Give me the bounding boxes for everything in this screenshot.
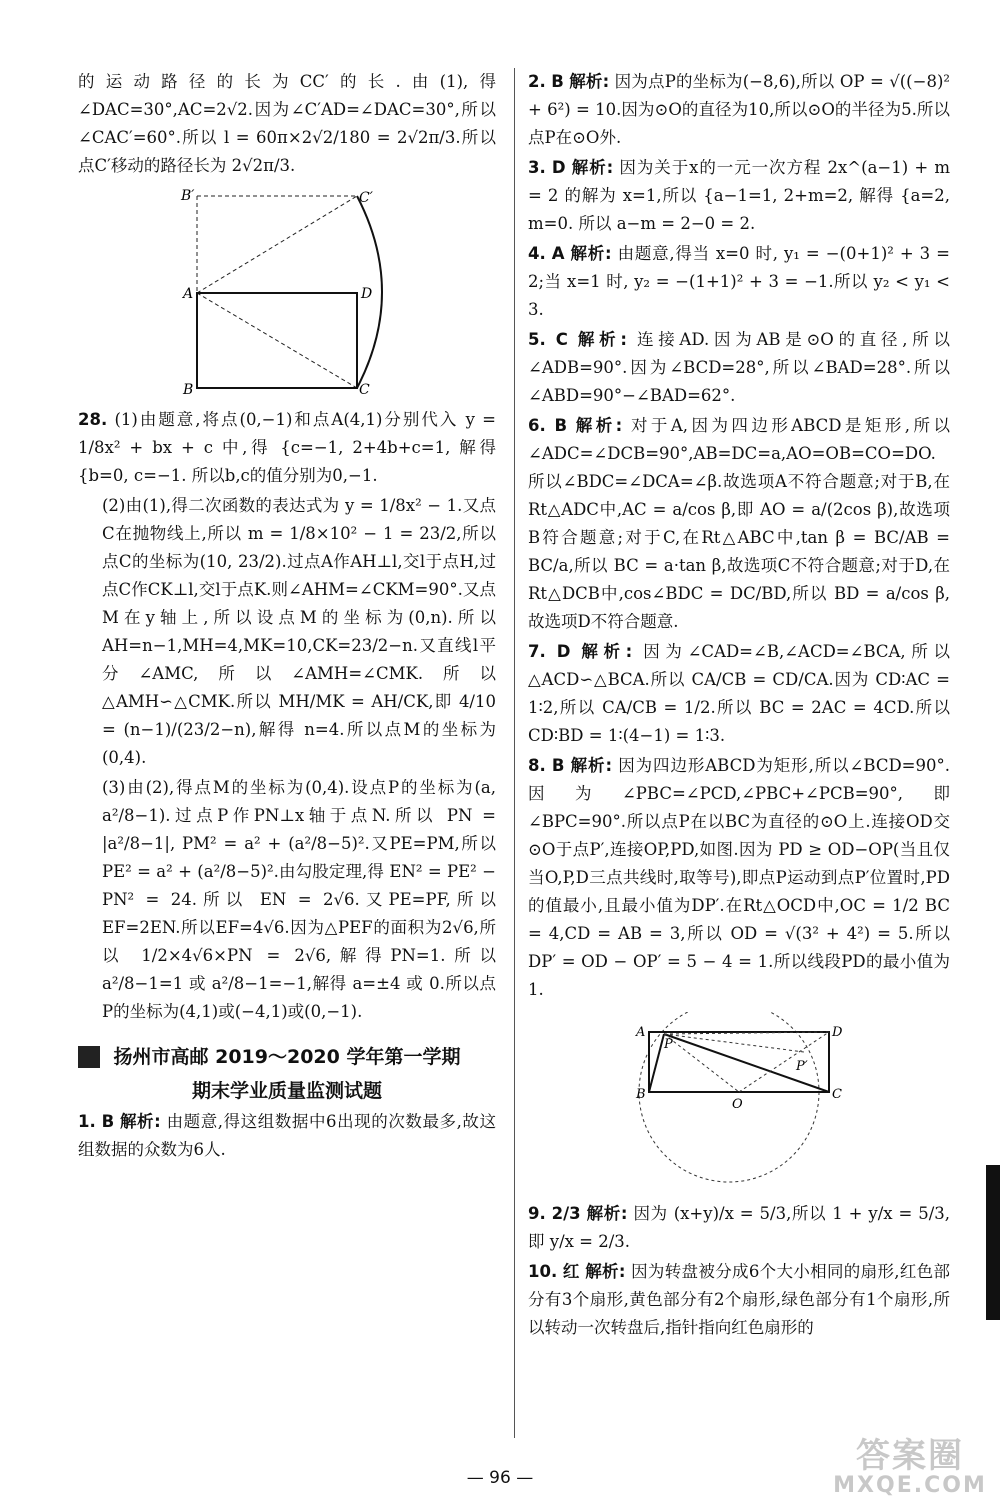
q8-text: 因为四边形ABCD为矩形,所以∠BCD=90°.因为∠PBC=∠PCD,∠PBC+∠PCB=90°,即∠BPC=90°.所以点P在以BC为直径的⊙O上.连接OD交⊙O于点P′,连接OP,PD,如图.因为 PD ≥ OD−OP(当且仅当O,P,D三点共线时,取等号),即点P运动到点P′位置时,PD的值最小,且最小值为DP′.在Rt△OCD中,OC = 1/2 BC = 4,CD = AB = 3,所以 OD = √(3² + 4²) = 5.所以 DP′ = OD − OP′ = 5 − 4 = 1.所以线段PD的最小值为1.	[528, 756, 950, 999]
q7-text: 因为∠CAD=∠B,∠ACD=∠BCA,所以△ACD∽△BCA.所以 CA/CB = CD/CA.因为 CD∶AC = 1∶2,所以 CA/CB = 1/2.所以 BC = 2AC = 4CD.所以 CD∶BD = 1∶(4−1) = 1∶3.	[528, 642, 951, 745]
fig1-label-c: C	[359, 382, 370, 398]
q4-text: 由题意,得当 x=0 时, y₁ = −(0+1)² + 3 = 2;当 x=1 时, y₂ = −(1+1)² + 3 = −1.所以 y₂ < y₁ < 3.	[528, 244, 951, 319]
question-8	[528, 752, 950, 1004]
fig2-label-d: D	[832, 1025, 843, 1040]
fig1-label-b: B	[183, 382, 194, 398]
q10-label: 解析:	[585, 1262, 626, 1281]
fig1-label-c-prime: C′	[359, 190, 373, 206]
q2-label: 解析:	[569, 72, 610, 91]
q9-number: 9.	[528, 1204, 546, 1223]
fig2-label-b: B	[636, 1087, 646, 1102]
page-number: — 96 —	[466, 1468, 534, 1488]
q3-number: 3.	[528, 158, 546, 177]
fig1-label-b-prime: B′	[181, 188, 195, 204]
right-column	[528, 68, 950, 1344]
question-4	[528, 240, 950, 324]
section-title-line2: 期末学业质量监测试题	[191, 1080, 382, 1102]
q6-number: 6.	[528, 416, 546, 435]
q3-label: 解析:	[571, 158, 614, 177]
fig2-label-o: O	[732, 1097, 743, 1112]
question-9	[528, 1200, 950, 1256]
q3-answer: D	[551, 158, 566, 177]
q6-answer: B	[554, 416, 568, 435]
q5-answer: C	[555, 330, 568, 349]
fig1-label-a: A	[183, 286, 194, 302]
question-3	[528, 154, 950, 238]
q10-text: 因为转盘被分成6个大小相同的扇形,红色部分有3个扇形,黄色部分有2个扇形,绿色部分有1个扇形,所以转动一次转盘后,指针指向红色扇形的	[528, 1262, 951, 1337]
section-marker-icon	[78, 1046, 100, 1068]
watermark-line1: 答案圈	[856, 1436, 964, 1476]
q6-label: 解析:	[575, 416, 623, 435]
q10-answer: 红	[562, 1262, 580, 1281]
circle-rectangle-figure	[624, 1012, 854, 1192]
fig1-label-d: D	[361, 286, 373, 302]
q4-label: 解析:	[570, 244, 612, 263]
q4-number: 4.	[528, 244, 546, 263]
q1-label: 解析:	[119, 1112, 161, 1131]
q3-text: 因为关于x的一元一次方程 2x^(a−1) + m = 2 的解为 x=1,所以 {a−1=1, 2+m=2, 解得 {a=2, m=0. 所以 a−m = 2−0 = 2.	[528, 158, 950, 233]
q5-number: 5.	[528, 330, 546, 349]
exam-section-heading	[78, 1040, 496, 1108]
q1-answer: B	[101, 1112, 115, 1131]
q5-label: 解析:	[577, 330, 627, 349]
question-6	[528, 412, 950, 636]
column-divider	[514, 68, 515, 1438]
fig2-label-c: C	[832, 1087, 842, 1102]
q4-answer: A	[551, 244, 565, 263]
q9-text: 因为 (x+y)/x = 5/3,所以 1 + y/x = 5/3,即 y/x = 2/3.	[528, 1204, 951, 1251]
q6-text: 对于A,因为四边形ABCD是矩形,所以∠ADC=∠DCB=90°,AB=DC=a,AO=OB=CO=DO.所以∠BDC=∠DCA=∠β.故选项A不符合题意;对于B,在Rt△ADC中,AC = a/cos β,即 AO = a/(2cos β),故选项B符合题意;对于C,在Rt△ABC中,tan β = BC/AB = BC/a,所以 BC = a·tan β,故选项C不符合题意;对于D,在Rt△DCB中,cos∠BDC = DC/BD,所以 BD = a/cos β,故选项D不符合题意.	[528, 416, 950, 631]
q28-number: 28.	[78, 410, 108, 429]
q2-text: 因为点P的坐标为(−8,6),所以 OP = √((−8)² + 6²) = 10.因为⊙O的直径为10,所以⊙O的半径为5.所以点P在⊙O外.	[528, 72, 950, 147]
q2-answer: B	[551, 72, 564, 91]
section-title-line1: 扬州市高邮 2019～2020 学年第一学期	[113, 1046, 461, 1068]
q7-number: 7.	[528, 642, 546, 661]
q10-number: 10.	[528, 1262, 558, 1281]
question-1	[78, 1108, 496, 1164]
q28-part3: (3)由(2),得点M的坐标为(0,4).设点P的坐标为(a, a²/8−1).过点P作PN⊥x轴于点N.所以 PN = |a²/8−1|, PM² = a² + (a²/8−5)².又PE=PM,所以 PE² = a² + (a²/8−5)².由勾股定理,得 EN² = PE² − PN² = 24.所以 EN = 2√6.又PE=PF,所以EF=2EN.所以EF=4√6.因为△PEF的面积为2√6,所以 1/2×4√6×PN = 2√6,解得PN=1.所以 a²/8−1=1 或 a²/8−1=−1,解得 a=±4 或 0.所以点P的坐标为(4,1)或(−4,1)或(0,−1).	[102, 778, 496, 1021]
q28-part2: (2)由(1),得二次函数的表达式为 y = 1/8x² − 1.又点C在抛物线上,所以 m = 1/8×10² − 1 = 23/2,所以点C的坐标为(10, 23/2).过点A作AH⊥l,交l于点H,过点C作CK⊥l,交l于点K.则∠AHM=∠CKM=90°.又点M在y轴上,所以设点M的坐标为(0,n).所以AH=n−1,MH=4,MK=10,CK=23/2−n.又直线l平分∠AMC,所以∠AMH=∠CMK.所以△AMH∽△CMK.所以 MH/MK = AH/CK,即 4/10 = (n−1)/(23/2−n),解得 n=4.所以点M的坐标为(0,4).	[102, 496, 496, 767]
question-7	[528, 638, 950, 750]
q1-number: 1.	[78, 1112, 96, 1131]
q7-label: 解析:	[581, 642, 633, 661]
q27-continuation: 的运动路径的长为CC′的长.由(1),得∠DAC=30°,AC=2√2.因为∠C′AD=∠DAC=30°,所以∠CAC′=60°.所以 l = 60π×2√2/180 = 2√2π/3.所以点C′移动的路径长为 2√2π/3.	[78, 72, 496, 175]
page-edge-tab	[986, 1165, 1000, 1320]
q7-answer: D	[556, 642, 571, 661]
q9-answer: 2/3	[551, 1204, 581, 1223]
watermark-line2: MXQE.COM	[833, 1473, 987, 1498]
q9-label: 解析:	[586, 1204, 628, 1223]
q8-answer: B	[551, 756, 565, 775]
q8-label: 解析:	[570, 756, 613, 775]
q2-number: 2.	[528, 72, 546, 91]
fig2-label-p-prime: P′	[796, 1059, 808, 1074]
q5-text: 连接AD.因为AB是⊙O的直径,所以∠ADB=90°.因为∠BCD=28°,所以∠BAD=28°.所以∠ABD=90°−∠BAD=62°.	[528, 330, 951, 405]
q8-number: 8.	[528, 756, 546, 775]
watermark-logo	[830, 1438, 990, 1498]
question-28	[78, 406, 496, 1026]
q1-text: 由题意,得这组数据中6出现的次数最多,故这组数据的众数为6人.	[78, 1112, 497, 1159]
rotation-figure	[167, 188, 407, 398]
question-2	[528, 68, 950, 152]
fig2-label-p: P	[664, 1037, 673, 1052]
left-column	[78, 68, 496, 1166]
question-5	[528, 326, 950, 410]
question-10	[528, 1258, 950, 1342]
fig2-label-a: A	[636, 1025, 646, 1040]
q28-part1: (1)由题意,将点(0,−1)和点A(4,1)分别代入 y = 1/8x² + bx + c 中,得 {c=−1, 2+4b+c=1, 解得 {b=0, c=−1. 所以b,c的值分别为0,−1.	[78, 410, 496, 485]
